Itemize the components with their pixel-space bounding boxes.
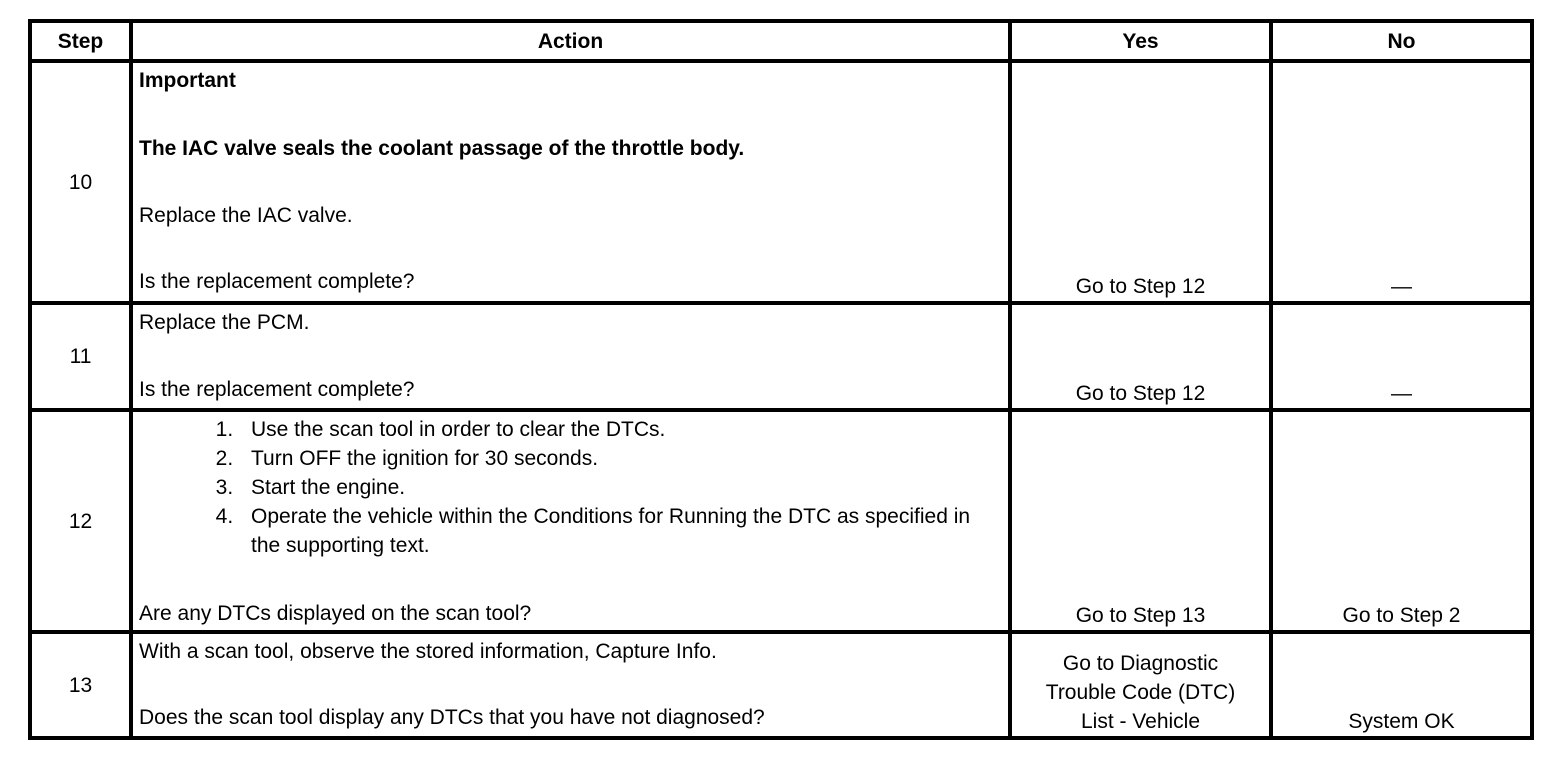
list-item: 1. Use the scan tool in order to clear the DTCs.: [239, 415, 1002, 444]
step-number: 10: [30, 61, 131, 303]
yes-result-line: List - Vehicle: [1080, 710, 1201, 733]
action-cell: [131, 410, 1010, 632]
header-action: Action: [131, 21, 1010, 61]
question-text: Is the replacement complete?: [139, 378, 415, 401]
procedure-list: [139, 415, 1002, 560]
table-row: [30, 410, 1532, 632]
no-result: —: [1271, 61, 1532, 303]
instruction-text: Replace the IAC valve.: [139, 204, 353, 227]
table-row: [30, 303, 1532, 410]
question-text: Does the scan tool display any DTCs that you have not diagnosed?: [139, 706, 765, 729]
action-cell: [131, 303, 1010, 410]
header-no: No: [1271, 21, 1532, 61]
list-item: 3. Start the engine.: [239, 473, 1002, 502]
yes-result-line: Trouble Code (DTC): [1045, 681, 1236, 704]
list-item: 2. Turn OFF the ignition for 30 seconds.: [239, 444, 1002, 473]
step-number: 11: [30, 303, 131, 410]
header-row: [30, 21, 1532, 61]
action-cell: [131, 61, 1010, 303]
question-text: Are any DTCs displayed on the scan tool?: [139, 602, 532, 625]
instruction-text: Replace the PCM.: [139, 311, 310, 334]
step-number: 12: [30, 410, 131, 632]
step-number: 13: [30, 632, 131, 738]
table-row: [30, 632, 1532, 738]
yes-result-line: Go to Diagnostic: [1062, 652, 1219, 675]
list-item: 4. Operate the vehicle within the Conditions for Running the DTC as specified in the supporting text.: [239, 502, 1002, 560]
important-label: Important: [139, 69, 236, 92]
no-result: System OK: [1271, 632, 1532, 738]
header-step: Step: [30, 21, 131, 61]
question-text: Is the replacement complete?: [139, 270, 415, 293]
important-note: The IAC valve seals the coolant passage of the throttle body.: [139, 137, 745, 160]
table-row: [30, 61, 1532, 303]
yes-result: Go to Step 12: [1010, 303, 1271, 410]
no-result: Go to Step 2: [1271, 410, 1532, 632]
instruction-text: With a scan tool, observe the stored information, Capture Info.: [139, 640, 717, 663]
no-result: —: [1271, 303, 1532, 410]
action-cell: [131, 632, 1010, 738]
diagnostic-table: [28, 19, 1534, 740]
yes-result: Go to Step 12: [1010, 61, 1271, 303]
yes-result: Go to Step 13: [1010, 410, 1271, 632]
yes-result: [1010, 632, 1271, 738]
header-yes: Yes: [1010, 21, 1271, 61]
